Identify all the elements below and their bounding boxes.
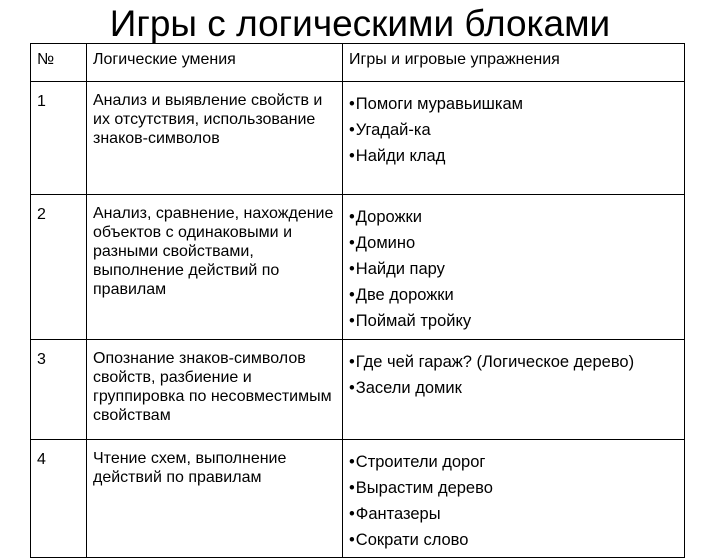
header-number: № [31,44,87,82]
game-item: • Найди пару [349,256,684,282]
game-item: • Найди клад [349,143,684,169]
skill-cell: Анализ и выявление свойств и их отсутствия, использование знаков-символов [87,82,343,195]
games-cell [343,82,685,195]
game-item: • Помоги муравьишкам [349,91,684,117]
games-cell [343,340,685,440]
game-item: • Вырастим дерево [349,475,684,501]
skill-cell: Анализ, сравнение, нахождение объектов с одинаковыми и разными свойствами, выполнение действий по правилам [87,195,343,340]
table-row [31,340,685,440]
game-item: • Строители дорог [349,449,684,475]
game-item: • Две дорожки [349,282,684,308]
games-list [349,204,684,334]
table-row [31,82,685,195]
header-games: Игры и игровые упражнения [343,44,685,82]
game-item: • Где чей гараж? (Логическое дерево) [349,349,684,375]
games-list [349,91,684,169]
table-header-row [31,44,685,82]
games-list [349,449,684,553]
games-cell [343,195,685,340]
games-list [349,349,684,401]
slide-title: Игры с логическими блоками [109,3,611,44]
row-number: 4 [31,440,87,558]
game-item: • Фантазеры [349,501,684,527]
game-item: • Поймай тройку [349,308,684,334]
game-item: • Домино [349,230,684,256]
games-table [30,43,685,558]
skill-cell: Опознание знаков-символов свойств, разбиение и группировка по несовместимым свойствам [87,340,343,440]
header-skills: Логические умения [87,44,343,82]
game-item: • Угадай-ка [349,117,684,143]
row-number: 2 [31,195,87,340]
row-number: 1 [31,82,87,195]
game-item: • Сократи слово [349,527,684,553]
game-item: • Дорожки [349,204,684,230]
skill-cell: Чтение схем, выполнение действий по правилам [87,440,343,558]
game-item: • Засели домик [349,375,684,401]
table-row [31,195,685,340]
row-number: 3 [31,340,87,440]
